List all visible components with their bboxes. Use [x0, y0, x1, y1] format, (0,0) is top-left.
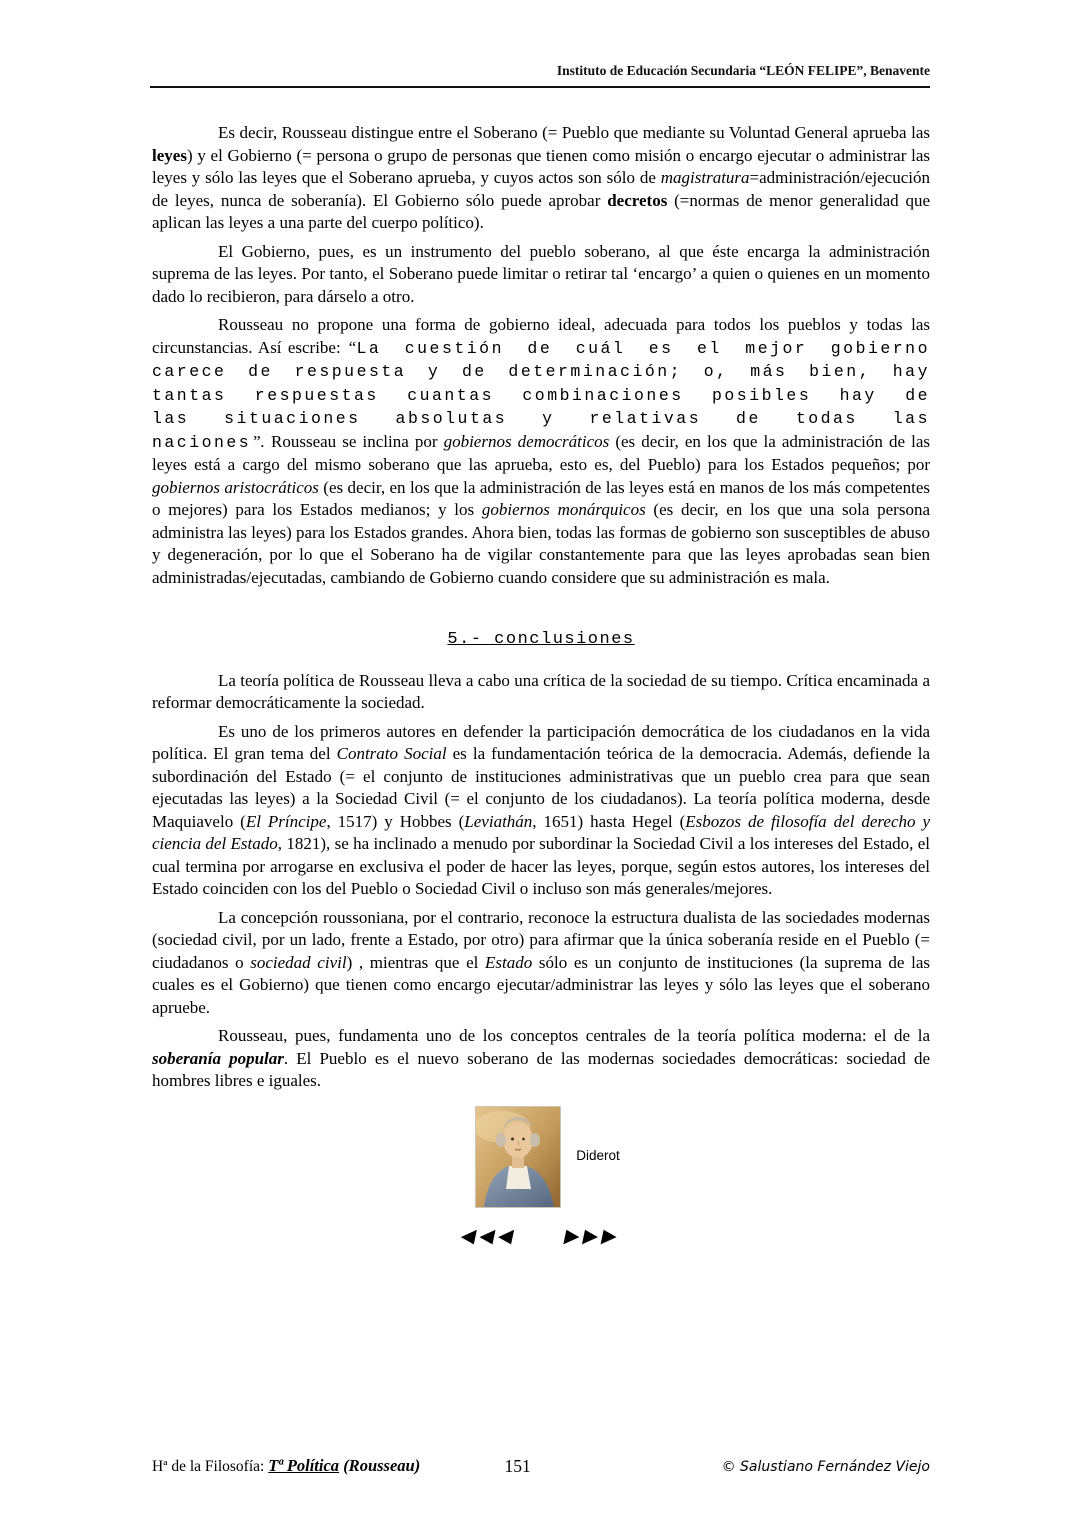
page-navigation: [152, 1225, 930, 1248]
next-arrows-icon: ▶▶▶: [562, 1224, 624, 1247]
text-run: “: [347, 337, 357, 357]
text-run: Leviathán: [464, 811, 533, 831]
text-run: decretos: [607, 190, 668, 210]
text-run: gobiernos aristocráticos: [152, 477, 319, 497]
paragraph: [152, 721, 930, 901]
section-heading-text: 5.- conclusiones: [447, 630, 635, 649]
text-run: sólo es un conjunto de instituciones (la suprema de las cuales es el Gobierno) que tienen como encargo ejecutar/administrar las leyes y sólo las leyes que el soberano apruebe.: [152, 952, 930, 1017]
portrait-painting: [476, 1107, 560, 1207]
text-run: gobiernos monárquicos: [481, 500, 646, 519]
text-run: El Gobierno, pues, es un instrumento del pueblo soberano, al que éste encarga la administración suprema de las leyes. Por tanto, el Soberano puede limitar o retirar tal ‘encargo’ a quien o quienes en un momento dado lo recibieron, para dárselo a otro.: [152, 241, 930, 306]
text-run: La concepción roussoniana, por el contrario, reconoce la estructura dualista de las sociedades modernas (sociedad civil, por un lado, frente a Estado, por otro) para afirmar que la única soberanía reside en el Pueblo (= ciudadanos o: [152, 907, 930, 972]
footer-author: (Rousseau): [339, 1456, 421, 1475]
text-run: , 1517) y Hobbes (: [326, 811, 465, 831]
text-run: El Príncipe: [245, 811, 327, 831]
paragraph: [152, 122, 930, 235]
text-run: (es decir, en los que la administración de las leyes está en manos de los más competentes o mejores) para los Estados medianos; y los: [152, 477, 930, 519]
text-run: ) y el Gobierno (= persona o grupo de personas que tienen como misión o encargo ejecutar o administrar las leyes y sólo las leyes que el Soberano aprueba, y cuyos actos son sólo de: [152, 145, 930, 187]
text-run: Esbozos de filosofía del derecho y ciencia del Estado: [152, 811, 931, 853]
paragraph: [152, 1025, 930, 1093]
text-run: . El Pueblo es el nuevo soberano de las modernas sociedades democráticas: sociedad de hombres libres e iguales.: [152, 1048, 930, 1090]
section-heading: [152, 629, 930, 652]
header-rule: [150, 86, 930, 88]
text-run: es la fundamentación teórica de la democracia. Además, defiende la subordinación del Estado (= el conjunto de instituciones administrativas que un pueblo crea para que sean ejecutadas las leyes) a la Sociedad Civil (= el conjunto de los ciudadanos). La teoría política moderna, desde Maquiavelo (: [152, 744, 930, 831]
text-run: (es decir, en los que la administración de las leyes está a cargo del mismo soberano que las aprueba, esto es, del Pueblo) para los Estados pequeños; por: [152, 431, 930, 474]
page-number: 151: [504, 1456, 531, 1476]
footer-subject: Tª Política: [268, 1456, 340, 1475]
prev-arrows-icon: ◀◀◀: [458, 1224, 520, 1247]
text-run: (=normas de menor generalidad que aplican las leyes a una parte del cuerpo político).: [152, 190, 930, 232]
paragraph: [152, 907, 930, 1020]
institute-header: Instituto de Educación Secundaria “LEÓN FELIPE”, Benavente: [556, 63, 930, 78]
copyright: © Salustiano Fernández Viejo: [721, 1459, 930, 1475]
text-run: Contrato Social: [336, 744, 447, 763]
text-run: leyes: [152, 145, 187, 165]
text-run: , 1651) hasta Hegel (: [532, 811, 686, 831]
document-body: [152, 122, 930, 1093]
text-run: soberanía popular: [152, 1048, 284, 1068]
paragraph: [152, 670, 930, 715]
document-main: [152, 122, 930, 1247]
text-run: (es decir, en los que una sola persona administra las leyes) para los Estados grandes. Ahora bien, todas las formas de gobierno son susceptibles de abuso y degeneración, por lo que el Soberano ha de vigilar constantemente para que las leyes aprobadas sean bien administradas/ejecutadas, cambiando de Gobierno cuando considere que su administración es mala.: [152, 500, 930, 587]
diderot-portrait-image: [476, 1107, 560, 1207]
figure-caption: Diderot: [576, 1148, 620, 1164]
text-run: ) , mientras que el: [346, 952, 486, 972]
paragraph: [152, 241, 930, 309]
text-run: ”.: [251, 431, 272, 451]
text-run: Rousseau, pues, fundamenta uno de los conceptos centrales de la teoría política moderna: el de la: [218, 1026, 930, 1045]
text-run: Es uno de los primeros autores en defender la participación democrática de los ciudadanos en la vida política. El gran tema del: [152, 721, 930, 763]
footer-course-prefix: Hª de la Filosofía:: [152, 1458, 269, 1475]
text-run: Rousseau no propone una forma de gobierno ideal, adecuada para todos los pueblos y todas las circunstancias. Así escribe:: [152, 315, 930, 357]
paragraph: [152, 314, 930, 589]
text-run: La teoría política de Rousseau lleva a cabo una crítica de la sociedad de su tiempo. Crítica encaminada a reformar democráticamente la sociedad.: [152, 670, 930, 712]
text-run: La cuestión de cuál es el mejor gobierno carece de respuesta y de determinación; o, más bien, hay tantas respuestas cuantas combinaciones posibles hay de las situaciones absolutas y relativas de todas las naciones: [152, 338, 930, 452]
text-run: Es decir, Rousseau distingue entre el Soberano (= Pueblo que mediante su Voluntad General aprueba las: [218, 123, 930, 142]
text-run: Estado: [485, 952, 533, 972]
text-run: Rousseau se inclina por: [271, 431, 444, 451]
footer-course: [152, 1456, 420, 1476]
text-run: magistratura: [660, 168, 750, 187]
text-run: sociedad civil: [250, 952, 347, 972]
figure: [166, 1107, 930, 1207]
text-run: gobiernos democráticos: [443, 431, 610, 451]
text-run: =administración/ejecución de leyes, nunca de soberanía). El Gobierno sólo puede aprobar: [152, 168, 930, 210]
text-run: , 1821), se ha inclinado a menudo por subordinar la Sociedad Civil a los intereses del Estado, el cual termina por arrogarse en exclusiva el poder de hacer las leyes, porque, según estos autores, los intereses del Estado coinciden con los del Pueblo o Sociedad Civil o incluso son más generales/mejores.: [152, 834, 930, 898]
page-footer: [152, 1456, 930, 1476]
